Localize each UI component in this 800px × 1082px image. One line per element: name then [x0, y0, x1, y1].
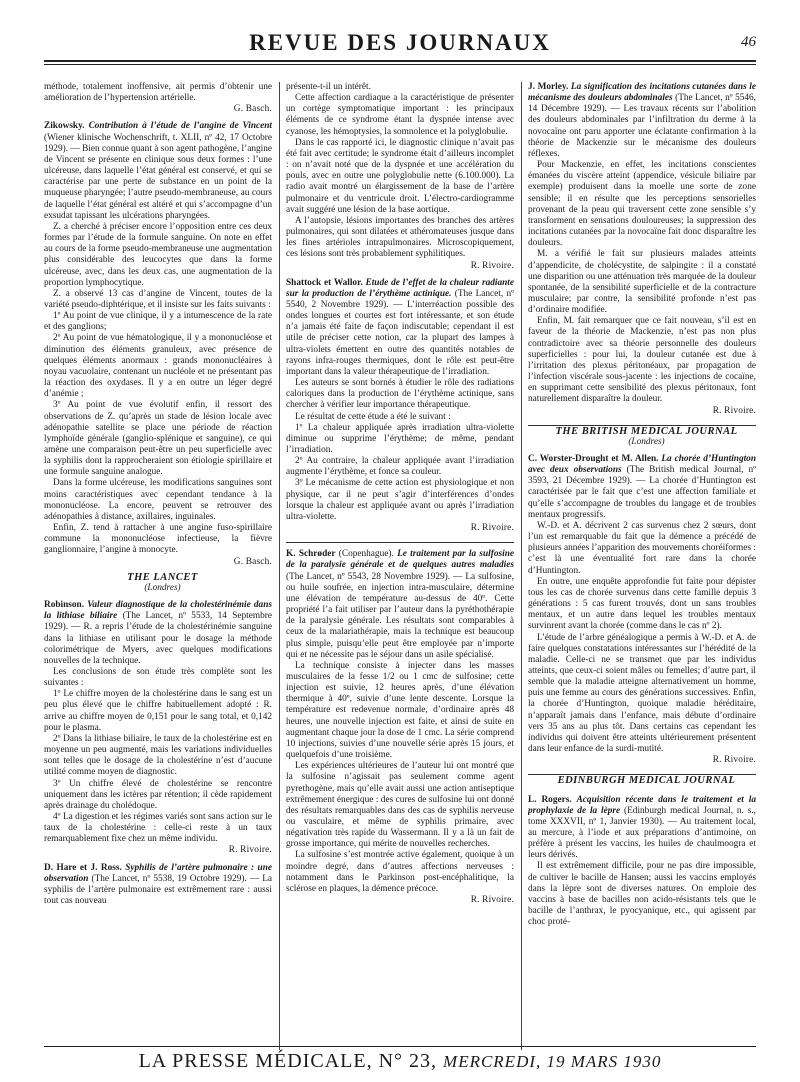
article-author: Robinson. — [44, 600, 85, 611]
paragraph: Enfin, Z. tend à rattacher à une angine fuso-spirillaire commune la mononucléose infectieuse, la fièvre ganglionnaire, l’angine à monocyte. — [44, 523, 272, 556]
article-author: Zikowsky. — [44, 121, 85, 132]
signature: R. Rivoire. — [470, 260, 514, 271]
article-reference: (The Lancet, nº 5540, 2 Novembre 1929). — L’interréaction possible des ondes longues et courtes est fort intéressante, et son étude n’a jamais été faite de façon indiscutable; cependant il est utile de préciser cette notion, car la plupart des lampes à ultra-violets émettent en outre des quantités notables de rayons infra-rouges thermiques, dont le rôle est peut-être important dans la valeur thérapeutique de l’irradiation. — [286, 288, 514, 377]
footer-text — [44, 1050, 756, 1073]
article-author: C. Worster-Drought et M. Allen. — [528, 454, 659, 464]
section-heading-bmj: THE BRITISH MEDICAL JOURNAL — [555, 425, 738, 437]
paragraph: L’étude de l’arbre généalogique a permis à W.-D. et A. de faire quelques constatations intéressantes sur l’hérédité de la maladie. Celle-ci ne se transmet que par les individus atteints, que ceux-ci soient mâles ou femelles; d’autre part, il semble que la maladie atteigne alternativement un homme, puis une femme au cours des générations successives. Enfin, la chorée d’Huntington, quoique maladie héréditaire, n’apparaît jamais dans l’enfance, mais débute d’ordinaire vers 35 ans au plus tôt. Dans certains cas cependant les individus qui doivent être atteints ultérieurement présentent dans leur enfance de la surdi-mutité. — [528, 632, 756, 755]
paragraph: W.-D. et A. décrivent 2 cas survenus chez 2 sœurs, dont l’un est remarquable du fait que la démence a précédé de plusieurs années l’apparition des mouvements choréiformes : c’est là une éventualité fort rare dans la chorée d’Huntington. — [528, 520, 756, 576]
paragraph: Enfin, M. fait remarquer que ce fait nouveau, s’il est en faveur de la théorie de Mackenzie, n’est pas non plus contradictoire avec sa théorie personnelle des douleurs superficielles : pour lui, la douleur cutanée est due à l’irritation des plexus péritonéaux, par propagation de l’infection viscérale sous-jacente : les injections de cocaïne, en supprimant cette sensibilité des plexus péritonaux, font naturellement disparaître la douleur. — [528, 316, 756, 405]
paragraph: 3º Un chiffre élevé de cholestérine se rencontre uniquement dans les ictères par rétention; il cède rapidement après drainage du cholédoque. — [44, 778, 272, 811]
article-author: K. Schrøder — [286, 549, 336, 560]
article-author: L. Rogers. — [528, 794, 572, 805]
section-city: (Londres) — [144, 582, 181, 593]
article-heading — [44, 863, 272, 908]
article-title: Le traitement par la sulfosine de la paralysie générale et de quelques autres maladies — [286, 549, 514, 571]
paragraph: M. a vérifié le fait sur plusieurs malades atteints d’appendicite, de cholécystite, de salpingite : il a constaté une disparition ou une atténuation très marquée de la douleur spontanée, de la sensibilité superficielle et de la contracture musculaire; par contre, la sensibilité profonde n’est pas d’ordinaire modifiée. — [528, 249, 756, 316]
column-3 — [528, 82, 756, 1050]
page-number: 46 — [741, 34, 756, 50]
article-reference: (Wiener klinische Wochenschrift, t. XLII, nº 42, 17 Octobre 1929). — Bien connue quant à son agent pathogène, l’angine de Vincent se présente en clinique sous deux formes : l’une ulcéreuse, dans laquelle l’état général est conservé, et qui se caractérise par une perte de substance en un point de la muqueuse pharyngée; l’autre pseudo-membraneuse, au cours de laquelle l’état général est altéré et qui s’accompagne d’un exsudat tapissant les ulcérations pharyngées. — [44, 132, 272, 221]
column-divider — [279, 82, 280, 1050]
signature: G. Basch. — [233, 556, 272, 567]
paragraph: La technique consiste à injecter dans les masses musculaires de la fesse 1/2 ou 1 cmc de sulfosine; cette injection est suivie, 12 heures après, d’une élévation thermique à 40º, suivie d’une lente descente. Lorsque la température est redevenue normale, d’ordinaire après 48 heures, une nouvelle injection est faite, et ainsi de suite en augmentant chaque jour la dose de 1 cmc. La série comprend 10 injections, suivies d’une nouvelle série après 15 jours, et quelquefois d’une troisième. — [286, 660, 514, 761]
signature: R. Rivoire. — [470, 895, 514, 906]
footer-date: MERCREDI, 19 MARS 1930 — [443, 1052, 662, 1071]
paragraph: Les conclusions de son étude très complète sont les suivantes : — [44, 666, 272, 689]
paragraph: Il est extrêmement difficile, pour ne pas dire impossible, de cultiver le bacille de Hansen; aussi les vaccins employés dans la lèpre sont de diverses natures. On emploie des vaccins à base de bacilles non acido-résistants tels que le bacille de l’anthrax, le pyocyanique, etc., qui agissent par choc proté- — [528, 861, 756, 928]
article-reference: (The Lancet, nº 5533, 14 Septembre 1929). — R. a repris l’étude de la cholestérinémie sanguine dans la lithiase en utilisant pour le dosage la méthode colorimétrique de Myers, avec quelques modifications nouvelles de la technique. — [44, 611, 272, 666]
page-header — [44, 26, 756, 66]
paragraph: 1º La chaleur appliquée après irradiation ultra-violette diminue ou supprime l’érythème; de même, pendant l’irradiation. — [286, 422, 514, 455]
paragraph: présente-t-il un intérêt. — [286, 82, 371, 92]
signature: R. Rivoire. — [470, 523, 514, 534]
column-2 — [286, 82, 514, 1050]
article-heading — [44, 600, 272, 667]
paragraph: 3º Le mécanisme de cette action est physiologique et non physique, car il ne peut s’agir d’interférences d’ondes lorsque la chaleur est appliquée avant ou après l’irradiation ultra-violette. — [286, 478, 514, 522]
page-columns — [44, 82, 756, 1052]
paragraph: Dans la forme ulcéreuse, les modifications sanguines sont moins caractéristiques avec cependant tendance à la mononucléose. La encore, peuvent se retrouver des adénopathies à distance, axillaires, inguinales. — [44, 478, 272, 522]
paragraph: Le résultat de cette étude a été le suivant : — [295, 411, 451, 422]
article-reference: (The Lancet, nº 5538, 19 Octobre 1929). — La syphilis de l’artère pulmonaire est extrêmement rare : aussi tout cas nouveau — [44, 873, 272, 907]
paragraph: La sulfosine s’est montrée active également, quoique à un moindre degré, dans d’autres affections nerveuses : notamment dans le Parkinson post-encéphalitique, la sclérose en plaques, la démence précoce. — [286, 850, 514, 894]
footer-rule — [44, 1046, 756, 1047]
article-heading — [528, 795, 756, 862]
article-heading — [528, 454, 756, 521]
signature: R. Rivoire. — [712, 405, 756, 416]
column-1 — [44, 82, 272, 1050]
article-shattock-wallor — [286, 278, 514, 535]
article-title: Contribution à l’étude de l’angine de Vincent — [88, 121, 272, 132]
header-rule — [44, 60, 756, 65]
article-heading — [528, 82, 756, 160]
paragraph: A l’autopsie, lésions importantes des branches des artères pulmonaires, qui sont dilatées et athéromateuses jusque dans les fines artérioles intrapulmonaires. Microscopiquement, ces lésions sont très probablement syphilitiques. — [286, 215, 514, 260]
paragraph: Z. a cherché à préciser encore l’opposition entre ces deux formes par l’étude de la formule sanguine. On note en effet au cours de la forme pseudo-membraneuse une augmentation plus considérable des leucocytes que dans la forme ulcéreuse, avec, dans les deux cas, une augmentation de la proportion lymphocytique. — [44, 221, 272, 288]
signature: R. Rivoire. — [228, 845, 272, 856]
article-reference: (The Lancet, nº 5543, 28 Novembre 1929). — La sulfosine, ou huile soufrée, en injection intra-musculaire, détermine une élévation de température au-dessus de 40º. Cette propriété l’a fait utiliser par l’auteur dans la pyréthothérapie de la paralysie générale. Les résultats sont comparables à ceux de la malariathérapie, mais la technique est beaucoup plus simple, puisqu’elle peut être employée par n’importe qui et ne nécessite pas le séjour dans un asile spécialisé. — [286, 571, 514, 660]
article-title: Syphilis de l’artère pulmonaire : une observation — [44, 862, 272, 884]
article-separator — [286, 542, 514, 543]
article-author: Shattock et Wallor. — [286, 277, 363, 288]
article-location: (Copenhague). — [338, 549, 394, 560]
paragraph: Cette affection cardiaque a la caractéristique de présenter un cortège symptomatique important : les principaux éléments de ce syndrome étant la dyspnée intense avec cyanose, les hémoptysies, la somnolence et la polyglobulie. — [286, 93, 514, 137]
paragraph: 3º Au point de vue évolutif enfin, il ressort des observations de Z. qu’après un stade de lésion locale avec adénopathie satellite se place une période de réaction lymphoïde générale (ganglio-splénique et sanguine), ce qui amène une comparaison peut-être un peu superficielle avec la syphilis dont la rapprocheraient son étiologie spirillaire et une formule sanguine analogue. — [44, 400, 272, 478]
article-reference: (Edinburgh medical Journal, n. s., tome XXXVII, nº 1, Janvier 1930). — Au traitement local, au mercure, à l’iode et aux préparations d’antimoine, on préfère à présent les vaccins, les huiles de chaulmoogra et leurs dérivés. — [528, 805, 756, 861]
paragraph: Les auteurs se sont bornés à étudier le rôle des radiations caloriques dans la production de l’érythème actinique, sans chercher à vérifier leur importance thérapeutique. — [286, 378, 514, 411]
article-title: Etude de l’effet de la chaleur radiante sur la production de l’érythème actinique. — [286, 277, 514, 299]
article-schroder — [286, 549, 514, 906]
article-rogers — [528, 795, 756, 929]
paragraph: 2º Au contraire, la chaleur appliquée avant l’irradiation augmente l’érythème, et fonce sa couleur. — [286, 456, 514, 478]
paragraph: 1º Le chiffre moyen de la cholestérine dans le sang est un peu plus élevé que le chiffre habituellement adopté : R. arrive au chiffre moyen de 0,151 pour le sang total, et 0,142 pour le plasma. — [44, 689, 272, 733]
article-title: La chorée d’Huntington avec deux observations — [528, 454, 756, 476]
article-reference: (The British medical Journal, nº 3593, 21 Décembre 1929). — La chorée d’Huntington est caractérisée par le fait que c’est une affection familiale et qu’elle s’accompagne de troubles du langage et de troubles mentaux progressifs. — [528, 465, 756, 520]
paragraph: 2º Au point de vue hématologique, il y a mononucléose et diminution des éléments granuleux, avec présence de quelques éléments anormaux : grands mononucléaires à noyau vacuolaire, contenant un nucléole et ne présentant pas la réaction des oxydases. Il y a en outre un léger degré d’anémie ; — [44, 333, 272, 400]
paragraph: 1º Au point de vue clinique, il y a intumescence de la rate et des ganglions; — [44, 311, 272, 333]
article-title: Valeur diagnostique de la cholestérinémie dans la lithiase biliaire — [44, 600, 272, 622]
article-robinson — [44, 600, 272, 857]
article-worster-drought — [528, 454, 756, 766]
signature: G. Basch. — [233, 104, 272, 115]
article-zikowsky — [44, 121, 272, 567]
section-heading-edinburgh: EDINBURGH MEDICAL JOURNAL — [557, 775, 736, 787]
column-divider — [521, 82, 522, 1050]
article-reference: (The Lancet, nº 5546, 14 Décembre 1929). — Les travaux récents sur l’abolition des douleurs abdominales par l’infiltration du derme à la novocaïne ont paru apporter une éclatante confirmation à la théorie de Mackenzie sur le mécanisme des douleurs réflexes. — [528, 93, 756, 159]
paragraph: Les expériences ultérieures de l’auteur lui ont montré que la sulfosine n’agissait pas seulement comme agent pyrethogène, mais qu’elle avait aussi une action antiseptique extrêmement énergique : des cures de sulfosine lui ont donné des résultats remarquables dans des cas de syphilis nerveuse ou vasculaire, et même de syphilis primaire, avec négativation très rapide du Wassermann. Il y a là un fait de grosse importance, qui mérite de nouvelles recherches. — [286, 761, 514, 850]
article-heading — [286, 278, 514, 378]
section-heading-lancet: THE LANCET — [127, 571, 198, 583]
article-author: D. Hare et J. Ross. — [44, 862, 122, 873]
article-hare-ross — [44, 863, 272, 908]
article-heading — [286, 549, 514, 661]
paragraph: méthode, totalement inoffensive, ait permis d’obtenir une amélioration de l’hypertension artérielle. — [44, 82, 272, 104]
article-title: Acquisition récente dans le traitement et la prophylaxie de la lèpre — [528, 794, 756, 816]
article-author: J. Morley. — [528, 82, 569, 92]
paragraph: Pour Mackenzie, en effet, les incitations conscientes émanées du viscère atteint (appendice, vésicule biliaire par exemple) produisent dans la moelle une sorte de zone sensible; il en résulte que les perceptions sensorielles provenant de la peau qui traversent cette zone sensible s’y transforment en sensations douloureuses; la suppression des incitations cutanées par la novocaïne fait donc disparaître les douleurs. — [528, 160, 756, 249]
page-footer — [44, 1046, 756, 1076]
paragraph: En outre, une enquête approfondie fut faite pour dépister tous les cas de chorée survenus dans cette famille depuis 3 générations : 5 cas furent trouvés, dont un sans troubles mentaux, et un autre dans lequel les troubles mentaux survinrent avant la chorée (comme dans le cas nº 2). — [528, 576, 756, 632]
journal-section-title: REVUE DES JOURNAUX — [249, 30, 551, 55]
signature: R. Rivoire. — [712, 755, 756, 766]
paragraph: 2º Dans la lithiase biliaire, le taux de la cholestérine est en moyenne un peu augmenté, mais les variations individuelles sont telles que le dosage de la cholestérine n’est d’aucune utilité comme moyen de diagnostic. — [44, 733, 272, 778]
section-city: (Londres) — [628, 436, 665, 447]
article-morley — [528, 82, 756, 417]
paragraph: 4º La digestion et les régimes variés sont sans action sur le taux de la cholestérine : celle-ci reste à un taux remarquablement fixe chez un même individu. — [44, 812, 272, 845]
footer-journal: LA PRESSE MÉDICALE, N° 23, — [138, 1050, 444, 1072]
article-heading — [44, 121, 272, 221]
article-title: La signification des incitations cutanées dans le mécanisme des douleurs abdominales — [528, 82, 756, 104]
paragraph: Dans le cas rapporté ici, le diagnostic clinique n’avait pas été fait avec certitude; le syndrome était d’ailleurs incomplet : on n’avait noté que de la dyspnée et une accélération du pouls, avec en outre une polyglobulie nette (6.100.000). La radio avait montré un élargissement de la base de l’artère pulmonaire et du ventricule droit. L’électro-cardiogramme avait suggéré une lésion de la base aortique. — [286, 137, 514, 215]
paragraph: Z. a observé 13 cas d’angine de Vincent, toutes de la variété pseudo-diphtérique, et il insiste sur les faits suivants : — [44, 288, 272, 310]
